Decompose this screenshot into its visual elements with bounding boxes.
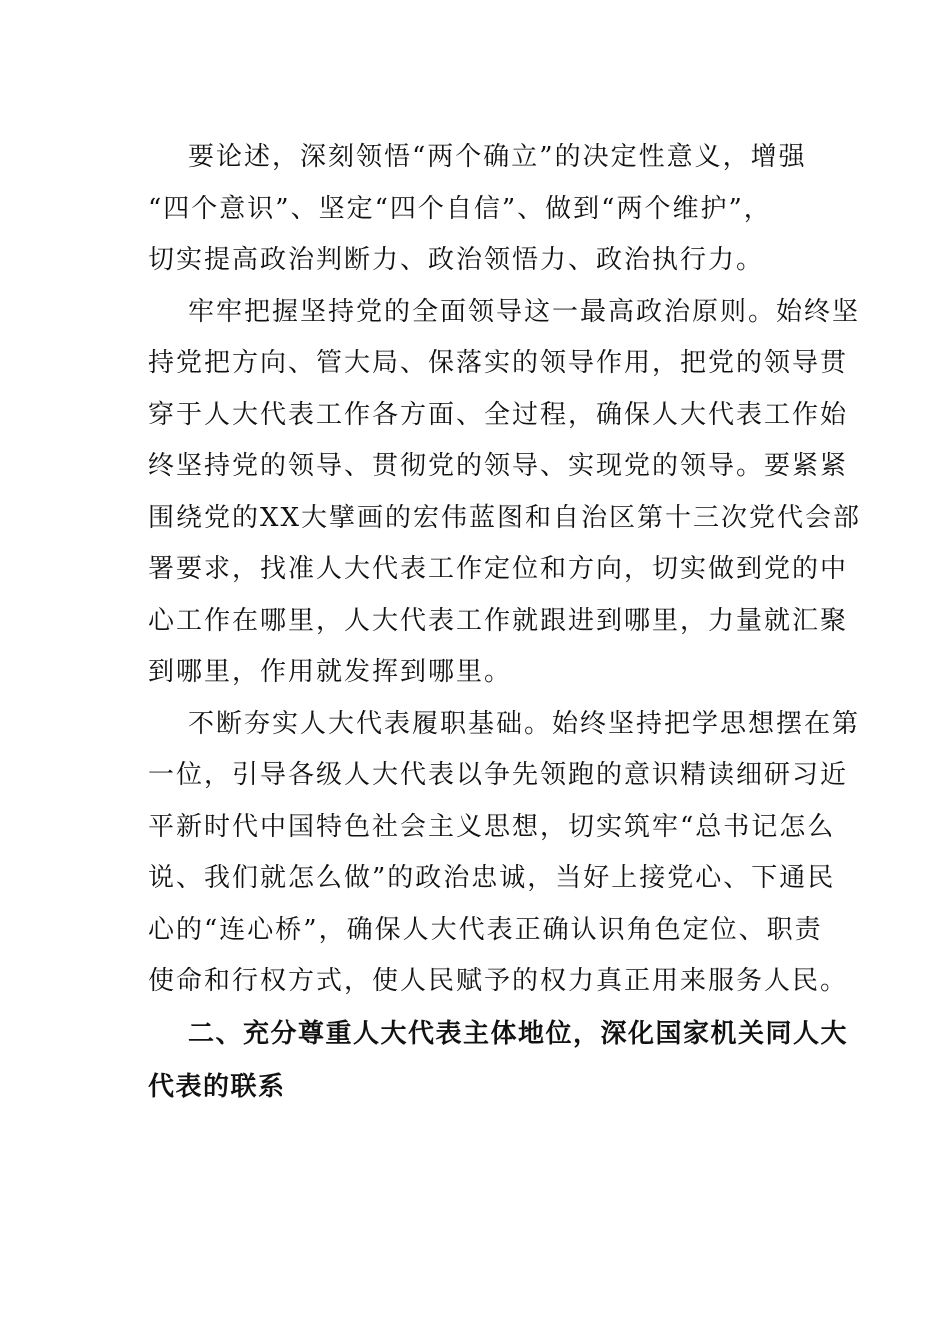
paragraph-line: 穿于人大代表工作各方面、全过程，确保人大代表工作始 — [148, 399, 849, 430]
heading-line: 代表的联系 — [148, 1071, 286, 1102]
paragraph-1 — [148, 132, 807, 287]
paragraph-line: 署要求，找准人大代表工作定位和方向，切实做到党的中 — [148, 554, 849, 584]
paragraph-line: 围绕党的XX大擘画的宏伟蓝图和自治区第十三次党代会部 — [148, 502, 862, 533]
paragraph-2 — [148, 287, 862, 699]
section-heading — [148, 1008, 849, 1114]
paragraph-line: 心的“连心桥”，确保人大代表正确认识角色定位、职责 — [148, 914, 823, 945]
heading-line: 二、充分尊重人大代表主体地位，深化国家机关同人大 — [188, 1018, 849, 1049]
paragraph-line: 牢牢把握坚持党的全面领导这一最高政治原则。始终坚 — [188, 296, 861, 327]
paragraph-line: 说、我们就怎么做”的政治忠诚，当好上接党心、下通民 — [148, 863, 836, 893]
paragraph-line: 持党把方向、管大局、保落实的领导作用，把党的领导贯 — [148, 348, 849, 378]
paragraph-line: 使命和行权方式，使人民赋予的权力真正用来服务人民。 — [148, 966, 849, 996]
paragraph-3 — [148, 699, 861, 1008]
paragraph-line: 切实提高政治判断力、政治领悟力、政治执行力。 — [148, 245, 765, 275]
document-body — [148, 132, 862, 1114]
paragraph-line: 一位，引导各级人大代表以争先领跑的意识精读细研习近 — [148, 760, 849, 790]
paragraph-line: 到哪里，作用就发挥到哪里。 — [148, 657, 513, 687]
paragraph-line: 平新时代中国特色社会主义思想，切实筑牢“总书记怎么 — [148, 811, 836, 842]
paragraph-line: “四个意识”、坚定“四个自信”、做到“两个维护”， — [148, 193, 772, 224]
paragraph-line: 要论述，深刻领悟“两个确立”的决定性意义，增强 — [188, 142, 807, 172]
paragraph-line: 心工作在哪里，人大代表工作就跟进到哪里，力量就汇聚 — [148, 605, 849, 636]
paragraph-line: 不断夯实人大代表履职基础。始终坚持把学思想摆在第 — [188, 708, 861, 739]
paragraph-line: 终坚持党的领导、贯彻党的领导、实现党的领导。要紧紧 — [148, 451, 849, 481]
